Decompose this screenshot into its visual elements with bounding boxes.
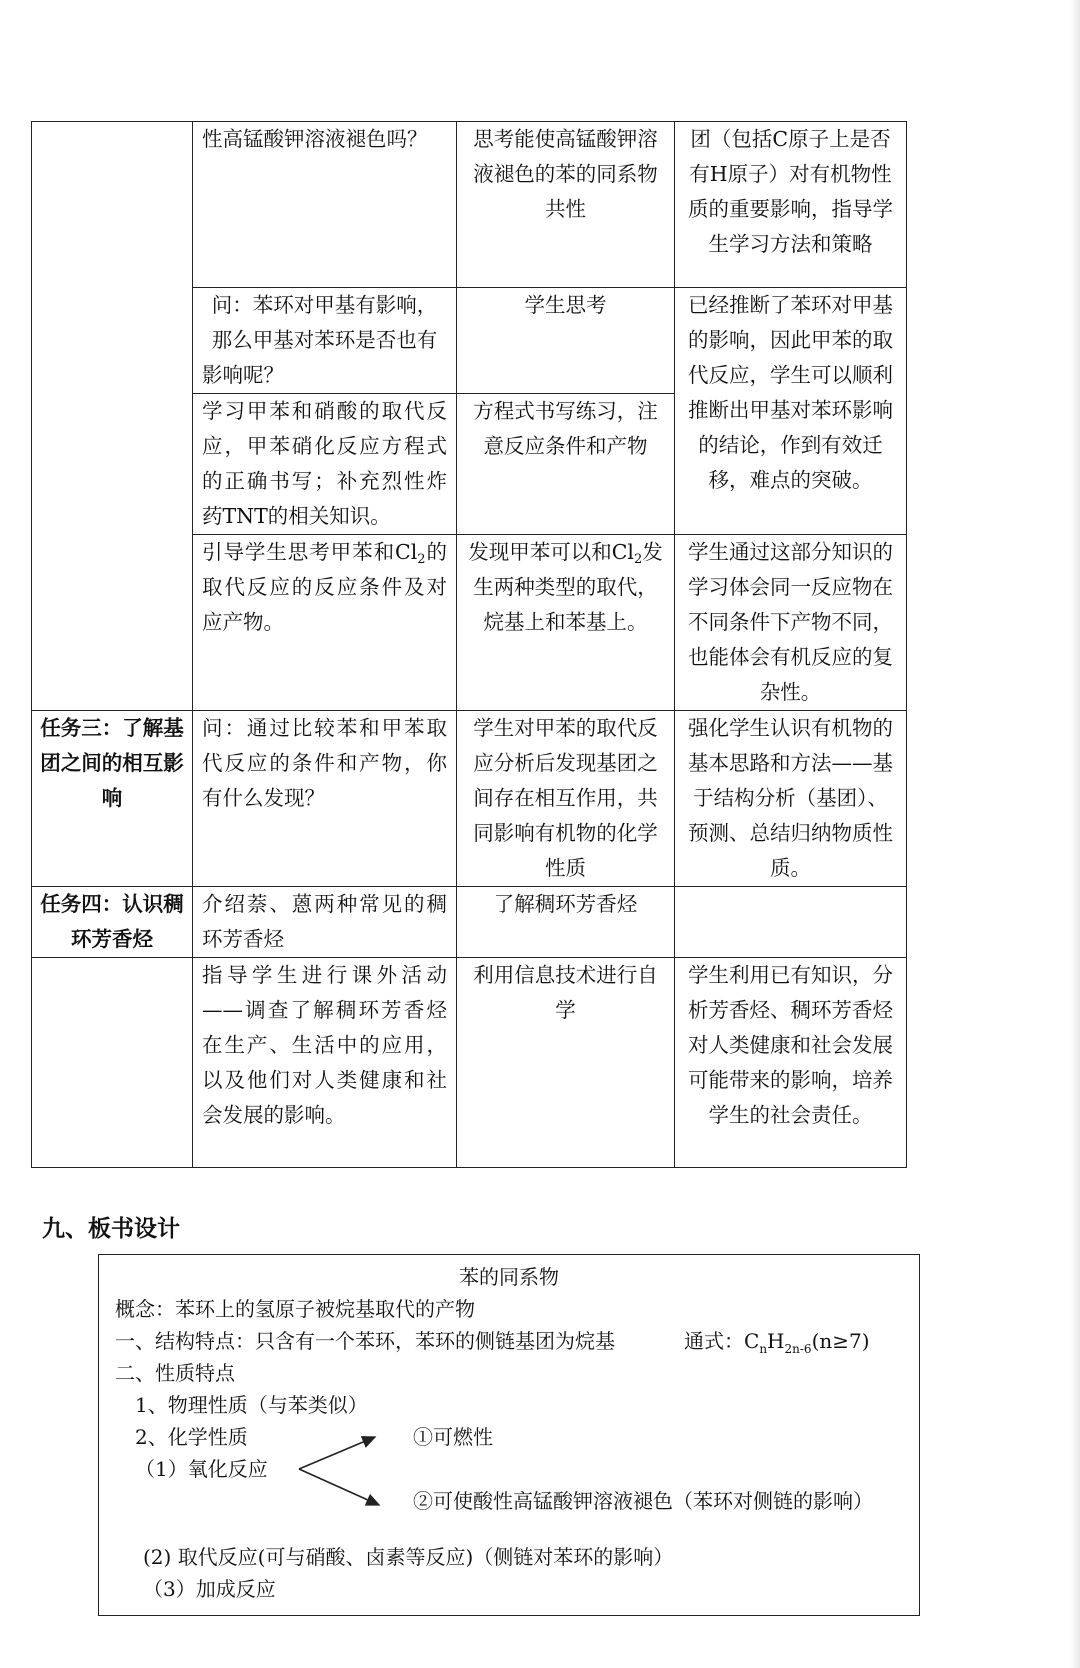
teacher-activity-cell: 问：通过比较苯和甲苯取代反应的条件和产物，你有什么发现？ (193, 711, 457, 887)
task-cell: 任务四：认识稠环芳香烃 (32, 887, 193, 958)
task-cell (32, 958, 193, 1168)
board-substitution: (2) 取代反应(可与硝酸、卤素等反应)（侧链对苯环的影响） (143, 1545, 674, 1569)
student-activity-cell (457, 535, 675, 711)
teacher-activity-cell: 性高锰酸钾溶液褪色吗？ (193, 122, 457, 288)
design-intent-cell: 团（包括C原子上是否有H原子）对有机物性质的重要影响，指导学生学习方法和策略 (675, 122, 907, 288)
table-row (32, 887, 907, 958)
board-oxidation-a: ①可燃性 (413, 1425, 493, 1449)
formula-sub-h: 2n-6 (784, 1342, 812, 1356)
formula-h: H (767, 1329, 785, 1353)
board-oxidation-b: ②可使酸性高锰酸钾溶液褪色（苯环对侧链的影响） (413, 1489, 873, 1513)
table-row (32, 711, 907, 887)
design-intent-cell: 学生通过这部分知识的学习体会同一反应物在不同条件下产物不同，也能体会有机反应的复杂性。 (675, 535, 907, 711)
student-text-part: 发现甲苯可以和Cl (468, 540, 634, 564)
design-intent-cell: 学生利用已有知识，分析芳香烃、稠环芳香烃对人类健康和社会发展可能带来的影响，培养学生的社会责任。 (675, 958, 907, 1168)
student-activity-cell: 了解稠环芳香烃 (457, 887, 675, 958)
student-activity-cell: 学生对甲苯的取代反应分析后发现基团之间存在相互作用，共同影响有机物的化学性质 (457, 711, 675, 887)
teacher-activity-cell: 指导学生进行课外活动——调查了解稠环芳香烃在生产、生活中的应用，以及他们对人类健康和社会发展的影响。 (193, 958, 457, 1168)
board-physical: 1、物理性质（与苯类似） (135, 1393, 368, 1417)
teacher-activity-cell (193, 535, 457, 711)
formula-label: 通式：C (684, 1329, 760, 1353)
design-intent-cell: 已经推断了苯环对甲基的影响，因此甲苯的取代反应，学生可以顺利推断出甲基对苯环影响的结论，作到有效迁移，难点的突破。 (675, 288, 907, 535)
section-heading: 九、板书设计 (42, 1216, 180, 1242)
formula-condition: (n≥7) (811, 1329, 870, 1353)
design-intent-cell (675, 887, 907, 958)
board-properties: 二、性质特点 (115, 1361, 235, 1385)
student-activity-cell: 学生思考 (457, 288, 675, 394)
teacher-activity-cell: 问：苯环对甲基有影响，那么甲基对苯环是否也有影响呢？ (193, 288, 457, 394)
blackboard-design-box (98, 1254, 920, 1616)
board-structure: 一、结构特点：只含有一个苯环，苯环的侧链基团为烷基 (115, 1329, 615, 1353)
arrow-to-permanganate (299, 1469, 379, 1505)
task-cell (32, 122, 193, 711)
table-row (32, 958, 907, 1168)
page-edge-shadow (1070, 0, 1080, 1668)
subscript: 2 (417, 552, 426, 567)
board-oxidation: （1）氧化反应 (135, 1457, 268, 1481)
board-title: 苯的同系物 (459, 1265, 559, 1289)
formula-sub-n: n (759, 1342, 768, 1356)
board-chemical: 2、化学性质 (135, 1425, 248, 1449)
board-addition: （3）加成反应 (143, 1577, 276, 1601)
task-cell: 任务三：了解基团之间的相互影响 (32, 711, 193, 887)
arrow-to-combustion (299, 1437, 375, 1469)
lesson-plan-table (31, 121, 907, 1168)
teacher-text-part: 的取代反应的反应条件及对应产物。 (202, 540, 447, 634)
teacher-text-part: 引导学生思考甲苯和Cl (202, 540, 418, 564)
student-activity-cell: 思考能使高锰酸钾溶液褪色的苯的同系物共性 (457, 122, 675, 288)
board-concept: 概念：苯环上的氢原子被烷基取代的产物 (115, 1297, 475, 1321)
student-activity-cell: 利用信息技术进行自学 (457, 958, 675, 1168)
student-activity-cell: 方程式书写练习，注意反应条件和产物 (457, 394, 675, 535)
table-row (32, 122, 907, 288)
teacher-activity-cell: 学习甲苯和硝酸的取代反应，甲苯硝化反应方程式的正确书写；补充烈性炸药TNT的相关知识。 (193, 394, 457, 535)
student-text-part: 发生两种类型的取代，烷基上和苯基上。 (473, 540, 663, 634)
teacher-activity-cell: 介绍萘、蒽两种常见的稠环芳香烃 (193, 887, 457, 958)
subscript: 2 (633, 552, 643, 567)
design-intent-cell: 强化学生认识有机物的基本思路和方法——基于结构分析（基团）、预测、总结归纳物质性质。 (675, 711, 907, 887)
